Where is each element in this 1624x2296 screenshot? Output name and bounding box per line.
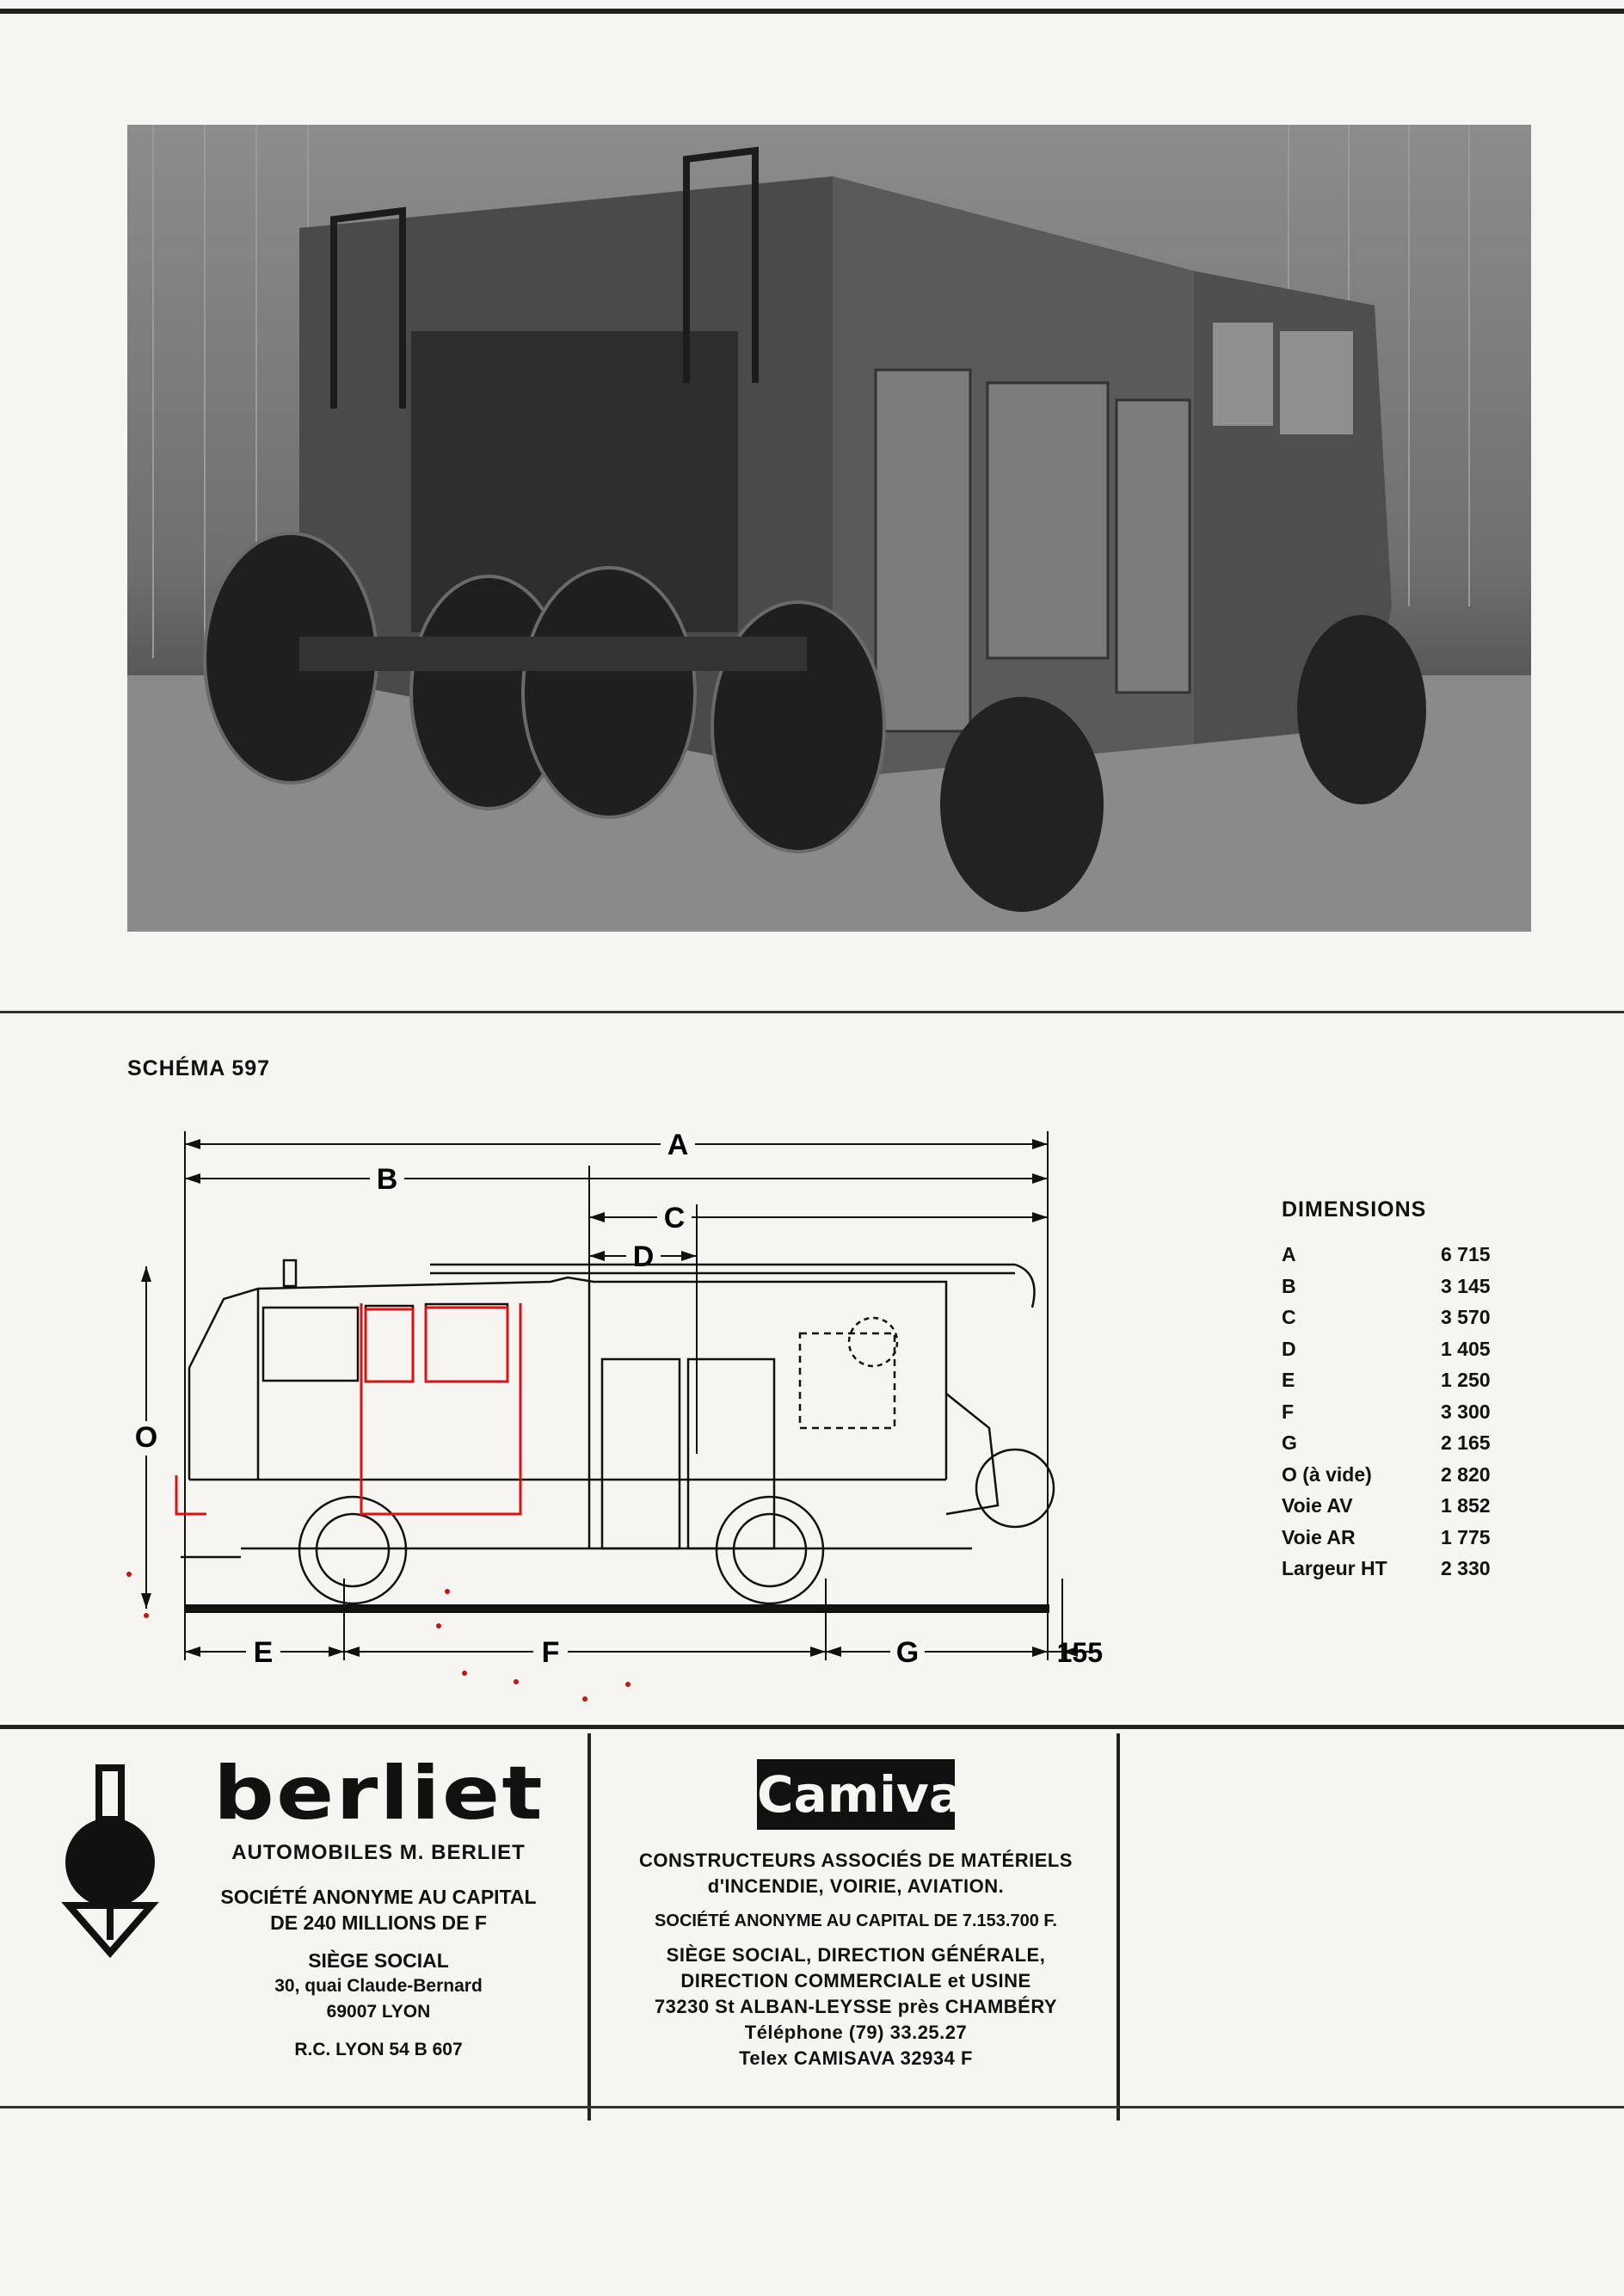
footer-bottom-rule: [0, 2106, 1624, 2108]
dimensions-table: [1282, 1197, 1535, 1589]
label-A: A: [667, 1129, 689, 1161]
label-B: B: [376, 1163, 398, 1196]
column-divider: [587, 1733, 591, 2121]
section-divider: [0, 1011, 1624, 1013]
dimension-row: O (à vide) 2 820: [1282, 1462, 1491, 1486]
schema-title: SCHÉMA 597: [127, 1056, 271, 1080]
dimension-row: C 3 570: [1282, 1306, 1491, 1328]
label-G: G: [895, 1636, 920, 1669]
top-border: [0, 9, 1624, 14]
berliet-logo-icon: [60, 1768, 163, 1957]
berliet-info: AUTOMOBILES M. BERLIET SOCIÉTÉ ANONYME AU CAPITAL DE 240 MILLIONS DE F SIÈGE SOCIAL 30, quai Claude-Bernard 69007 LYON R.C. LYON 54 B 607: [176, 1841, 581, 2063]
dimension-row: Largeur HT 2 330: [1282, 1557, 1491, 1579]
label-D: D: [632, 1240, 655, 1273]
column-divider: [1116, 1733, 1120, 2121]
fire-truck-illustration: [127, 125, 1531, 932]
label-F: F: [541, 1636, 560, 1669]
footer-divider: [0, 1725, 1624, 1729]
berliet-brand: berliet: [213, 1751, 544, 1837]
label-O: O: [134, 1421, 158, 1454]
dimension-row: F 3 300: [1282, 1400, 1491, 1423]
label-C: C: [663, 1202, 686, 1234]
dimensions-title: DIMENSIONS: [1282, 1197, 1427, 1222]
berliet-subtitle: AUTOMOBILES M. BERLIET: [231, 1841, 526, 1864]
dimension-diagram: [86, 1110, 1103, 1712]
dimension-row: G 2 165: [1282, 1431, 1491, 1454]
fire-truck-photo: [127, 125, 1531, 932]
dimension-row: E 1 250: [1282, 1369, 1491, 1391]
label-E: E: [253, 1636, 274, 1669]
camiva-brand: Camiva: [757, 1759, 955, 1830]
dimension-row: Voie AR 1 775: [1282, 1525, 1491, 1548]
dimension-row: B 3 145: [1282, 1274, 1491, 1297]
dimension-row: A 6 715: [1282, 1243, 1491, 1265]
dimension-row: D 1 405: [1282, 1337, 1491, 1360]
dimension-row: Voie AV 1 852: [1282, 1494, 1491, 1517]
label-overhang: 155: [1056, 1637, 1103, 1668]
camiva-info: CONSTRUCTEURS ASSOCIÉS DE MATÉRIELS d'INCENDIE, VOIRIE, AVIATION. SOCIÉTÉ ANONYME AU CAPITAL DE 7.153.700 F. SIÈGE SOCIAL, DIRECTION GÉNÉRALE, DIRECTION COMMERCIALE et USINE 73230 St ALBAN-LEYSSE près CHAMBÉRY Téléphone (79) 33.25.27 Telex CAMISAVA 32934 F: [639, 1850, 1073, 2069]
